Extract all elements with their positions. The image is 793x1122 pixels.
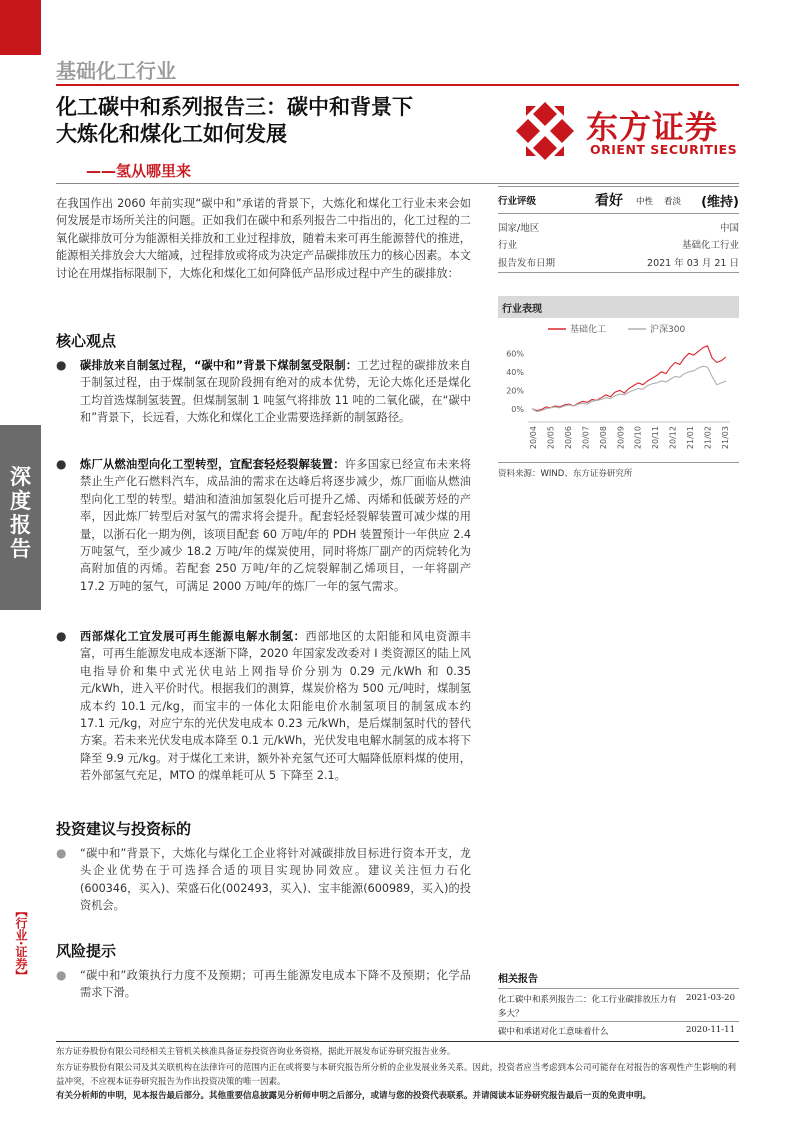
top-accent-bar <box>0 0 41 55</box>
related-report-date: 2020-11-11 <box>685 1025 735 1035</box>
rating-label: 行业评级 <box>498 196 537 207</box>
key-points-heading: 核心观点 <box>56 332 117 350</box>
bullet-icon: ● <box>56 846 67 860</box>
performance-heading: 行业表现 <box>498 296 739 318</box>
footer-line2: 东方证券股份有限公司及其关联机构在法律许可的范围内正在或将要与本研究报告所分析的企业发展业务关系。因此，投资者应当考虑到本公司可能存在对报告的客观性产生影响的利益冲突，不应视本证券研究报告为作出投资决策的唯一因素。 <box>56 1063 737 1087</box>
key-point-text: 西部地区的太阳能和风电资源丰富，可再生能源发电成本逐渐下降，2020 年国家发改委对 I 类资源区的陆上风电指导价和集中式光伏电站上网指导价分别为 0.29 元/kWh 和 0.35 元/kWh，进入平价时代。根据我们的测算，煤炭价格为 500 元/吨时，煤制氢成本约 10.1 元/kg，而宝丰的一体化太阳能电价水制氢项目的制氢成本约 17.1 元/kg，对应宁东的光伏发电成本 0.23 元/kWh，是后煤制氢时代的替代方案。若未来光伏发电成本降至 0.1 元/kWh，光伏发电电解水制氢的成本将下降至 9.9 元/kg。对于煤化工来讲，额外补充氢气还可大幅降低原料煤的使用，若外部氢气充足，MTO 的煤单耗可从 5 下降至 2.1。 <box>80 630 471 783</box>
info-bottom-rule <box>498 272 739 273</box>
x-tick-label: 21/03 <box>721 426 730 450</box>
report-subtitle: ——氢从哪里来 <box>86 162 192 180</box>
report-title-line1: 化工碳中和系列报告三：碳中和背景下 <box>56 95 413 119</box>
side-tab-char: 报 <box>10 513 31 537</box>
info-row <box>498 220 739 234</box>
x-tick-label: 20/12 <box>668 426 678 450</box>
bullet-icon: ● <box>56 358 67 372</box>
chart-source: 资料来源：WIND、东方证券研究所 <box>498 469 633 479</box>
related-report-title[interactable]: 碳中和承诺对化工意味着什么 <box>498 1027 609 1037</box>
title-divider <box>56 183 739 184</box>
rating-option-neutral: 中性 <box>636 197 654 207</box>
y-tick-label: 40% <box>506 367 524 377</box>
logo-name-cn: 东方证券 <box>586 108 719 146</box>
rating-main: 看好 <box>595 193 623 209</box>
logo-name-en: ORIENT SECURITIES <box>590 142 738 157</box>
related-row-rule <box>498 1021 739 1022</box>
related-heading: 相关报告 <box>498 974 538 985</box>
info-value: 中国 <box>719 223 739 234</box>
x-tick-label: 20/05 <box>546 426 556 450</box>
y-tick-label: 20% <box>506 386 524 396</box>
side-bottom-label: 【行业·证券】 <box>14 905 28 982</box>
bullet-icon: ● <box>56 629 67 643</box>
industry-rating <box>498 193 739 209</box>
legend-label: 基础化工 <box>570 325 607 335</box>
orient-logo-icon <box>514 100 576 162</box>
related-report-date: 2021-03-20 <box>685 993 735 1003</box>
x-tick-label: 20/07 <box>581 426 591 450</box>
info-label: 报告发布日期 <box>498 258 556 269</box>
info-label: 国家/地区 <box>498 223 540 234</box>
rating-keep: (维持) <box>701 195 739 210</box>
footer-line1: 东方证券股份有限公司经相关主管机关核准具备证券投资咨询业务资格，据此开展发布证券研究报告业务。 <box>56 1047 456 1057</box>
y-tick-label: 60% <box>506 349 524 359</box>
side-tab-char: 度 <box>10 489 31 513</box>
x-tick-label: 20/11 <box>651 426 661 450</box>
investment-heading: 投资建议与投资标的 <box>56 820 192 838</box>
footer-rule <box>56 1041 739 1042</box>
series-line <box>532 346 726 411</box>
investment-item <box>56 845 471 915</box>
related-report-item[interactable] <box>498 1025 739 1037</box>
risk-text: “碳中和”政策执行力度不及预期；可再生能源发电成本下降不及预期；化学品需求下滑。 <box>80 969 471 1000</box>
bullet-icon: ● <box>56 968 67 982</box>
related-report-title[interactable]: 化工碳中和系列报告二：化工行业碳排放压力有多大？ <box>498 995 677 1019</box>
x-tick-label: 20/04 <box>529 426 538 450</box>
key-point-text: 工艺过程的碳排放来自于制氢过程，由于煤制氢在现阶段拥有绝对的成本优势，无论大炼化还是煤化工均首选煤制氢装置。但煤制氢制 1 吨氢气将排放 11 吨的二氧化碳，在“碳中和”背景下，长远看，大炼化和煤化工企业需要选择新的制氢路径。 <box>80 359 471 425</box>
info-value: 基础化工行业 <box>681 240 739 251</box>
x-tick-label: 20/06 <box>563 426 573 450</box>
key-point-item <box>56 357 471 427</box>
x-tick-label: 20/10 <box>633 426 643 450</box>
key-point-item <box>56 456 471 595</box>
bullet-icon: ● <box>56 457 67 471</box>
chart-bottom-rule <box>498 462 739 463</box>
rating-option-bearish: 看淡 <box>664 197 682 207</box>
related-report-item[interactable] <box>498 993 739 1021</box>
risk-item <box>56 967 471 1002</box>
x-tick-label: 20/09 <box>616 426 626 450</box>
y-tick-label: 0% <box>511 404 524 414</box>
info-label: 行业 <box>498 240 518 251</box>
key-point-bold: 碳排放来自制氢过程，“碳中和”背景下煤制氢受限制： <box>80 359 358 372</box>
footer-line3: 有关分析师的申明，见本报告最后部分。其他重要信息披露见分析师申明之后部分，或请与您的投资代表联系。并请阅读本证券研究报告最后一页的免责申明。 <box>56 1091 652 1101</box>
x-tick-label: 20/08 <box>598 426 608 450</box>
info-row <box>498 237 739 251</box>
info-value: 2021 年 03 月 21 日 <box>647 258 739 269</box>
side-tab-char: 告 <box>10 537 31 561</box>
rating-bottom-rule <box>498 213 739 214</box>
report-title-line2: 大炼化和煤化工如何发展 <box>56 122 287 146</box>
industry-label: 基础化工行业 <box>56 59 176 83</box>
info-row <box>498 255 739 269</box>
key-point-item <box>56 628 471 785</box>
x-tick-label: 21/02 <box>703 426 713 450</box>
key-point-bold: 炼厂从燃油型向化工型转型，宜配套轻烃裂解装置： <box>80 458 345 471</box>
performance-chart <box>498 320 739 460</box>
side-tab-char: 深 <box>10 465 31 489</box>
intro-paragraph: 在我国作出 2060 年前实现“碳中和”承诺的背景下，大炼化和煤化工行业未来会如何发展是市场所关注的问题。正如我们在碳中和系列报告二中指出的，化工过程的二氧化碳排放可分为能源相关排放和工业过程排放，随着未来可再生能源替代的推进，能源相关排放会大大缩减，过程排放或将成为决定产品碳排放压力的核心因素。本文讨论在用煤指标限制下，大炼化和煤化工如何降低产品形成过程中产生的碳排放： <box>56 197 471 280</box>
rating-top-rule <box>498 186 739 187</box>
key-point-bold: 西部煤化工宜发展可再生能源电解水制氢： <box>80 630 306 643</box>
x-tick-label: 21/01 <box>686 426 696 450</box>
risk-heading: 风险提示 <box>56 942 117 960</box>
investment-text: “碳中和”背景下，大炼化与煤化工企业将针对减碳排放目标进行资本开支，龙头企业优势在于可选择合适的项目实现协同效应。建议关注恒力石化(600346，买入)、荣盛石化(002493，买入)、宝丰能源(600989，买入)的投资机会。 <box>80 847 471 913</box>
related-top-rule <box>498 988 739 989</box>
legend-label: 沪深300 <box>650 325 686 335</box>
key-point-text: 许多国家已经宣布未来将禁止生产化石燃料汽车，成品油的需求在达峰后将逐步减少，炼厂面临从燃油型向化工型的转型。蜡油和渣油加氢裂化后可提升乙烯、丙烯和低碳芳烃的产率，因此炼厂转型后对氢气的需求将会提升。配套轻烃裂解装置可减少煤的用量，以浙石化一期为例，该项目配套 60 万吨/年的 PDH 装置预计一年供应 2.4 万吨氢气，至少减少 18.2 万吨/年的煤炭使用，同时将炼厂副产的丙烷转化为高附加值的丙烯。若配套 250 万吨/年的乙烷裂解制乙烯项目，一年将副产 17.2 万吨的氢气，可满足 2000 万吨/年的炼厂一年的氢气需求。 <box>80 458 471 593</box>
side-tab-deep-report <box>0 425 41 610</box>
header-rule <box>56 84 739 86</box>
